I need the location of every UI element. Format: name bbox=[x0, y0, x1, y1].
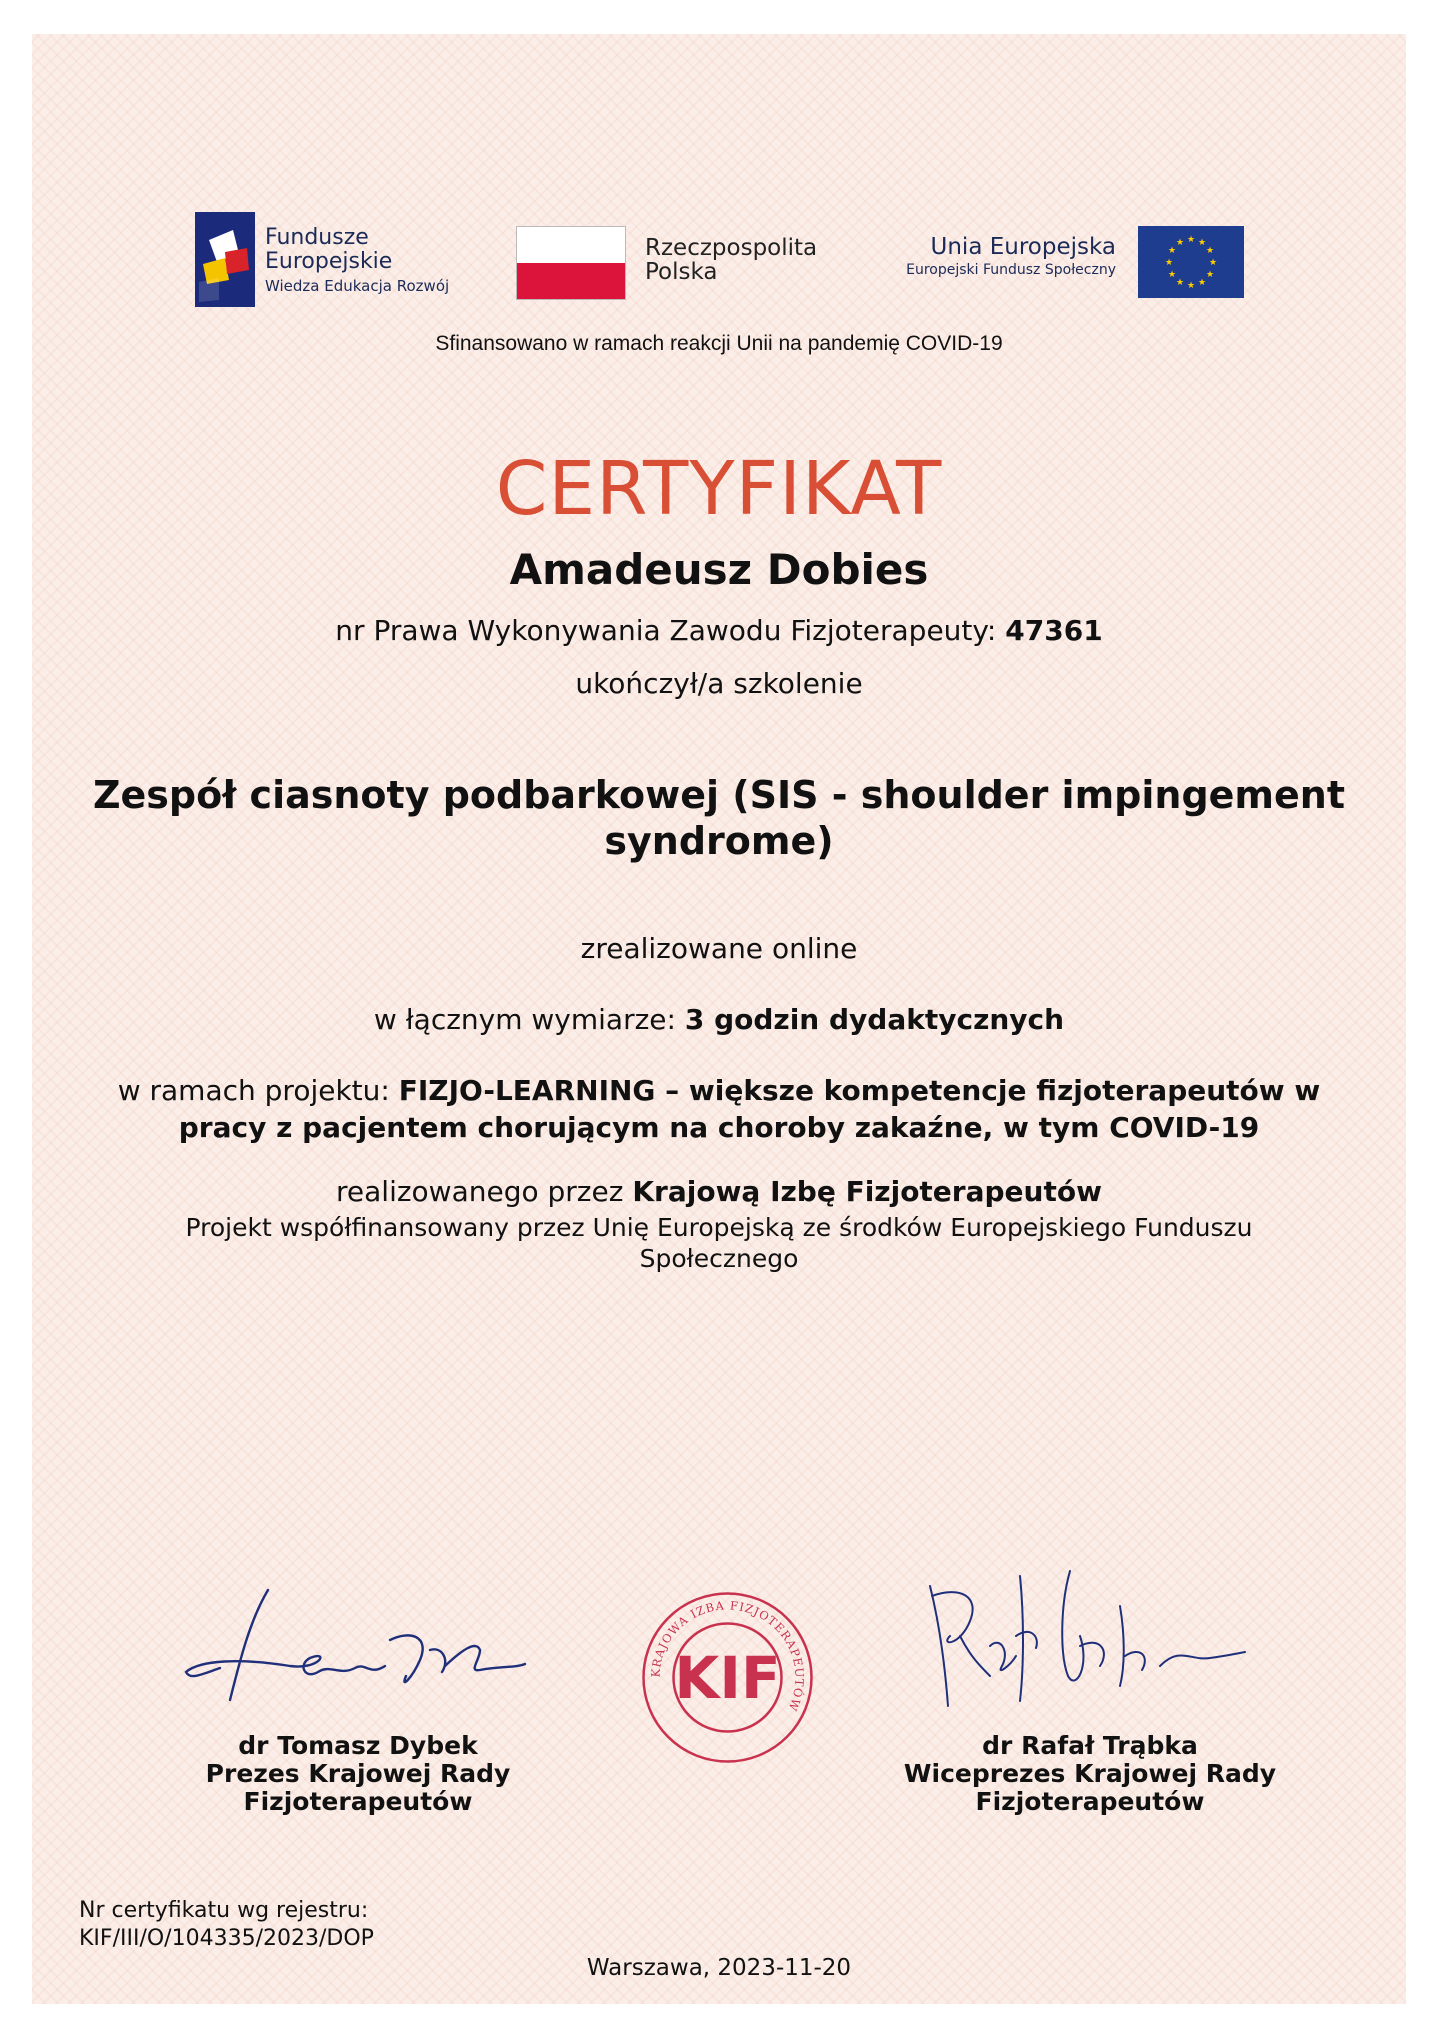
signatory-2-role-line1: Wiceprezes Krajowej Rady bbox=[903, 1759, 1277, 1788]
svg-text:★: ★ bbox=[1205, 270, 1215, 280]
fe-line3: Wiedza Edukacja Rozwój bbox=[265, 277, 450, 296]
svg-text:★: ★ bbox=[1197, 278, 1207, 288]
pl-line2: Polska bbox=[645, 259, 718, 286]
organizer-name: Krajową Izbę Fizjoterapeutów bbox=[632, 1175, 1102, 1208]
svg-text:★: ★ bbox=[1205, 246, 1215, 256]
recipient-name: Amadeusz Dobies bbox=[509, 545, 929, 594]
polish-flag-icon bbox=[516, 226, 626, 300]
license-label: nr Prawa Wykonywania Zawodu Fizjoterapeuty: bbox=[335, 614, 1006, 647]
project-line bbox=[70, 1072, 1368, 1146]
svg-text:★: ★ bbox=[1167, 246, 1177, 256]
project-name: FIZJO-LEARNING – większe kompetencje fizjoterapeutów w pracy z pacjentem chorującym na choroby zakaźne, w tym COVID-19 bbox=[178, 1074, 1321, 1144]
place-date: Warszawa, 2023-11-20 bbox=[586, 1955, 852, 1981]
svg-text:★: ★ bbox=[1208, 258, 1218, 268]
signatory-1-role-line2: Fizjoterapeutów bbox=[243, 1787, 473, 1816]
completed-text: ukończył/a szkolenie bbox=[575, 667, 863, 700]
delivery-mode: zrealizowane online bbox=[580, 932, 858, 965]
signatory-1-name: dr Tomasz Dybek bbox=[238, 1731, 478, 1760]
signatory-2 bbox=[880, 1732, 1300, 1816]
signatory-1 bbox=[148, 1732, 568, 1816]
registry-number: KIF/III/O/104335/2023/DOP bbox=[79, 1926, 374, 1951]
pl-line1: Rzeczpospolita bbox=[645, 235, 818, 261]
course-title: Zespół ciasnoty podbarkowej (SIS - shoulder impingement syndrome) bbox=[92, 773, 1346, 863]
license-line bbox=[0, 614, 1438, 647]
organizer-line bbox=[0, 1175, 1438, 1208]
rzeczpospolita-polska-text bbox=[645, 236, 817, 284]
project-label: w ramach projektu: bbox=[117, 1074, 399, 1107]
hours-value: 3 godzin dydaktycznych bbox=[684, 1003, 1065, 1036]
ue-line1: Unia Europejska bbox=[930, 234, 1116, 260]
svg-text:★: ★ bbox=[1175, 278, 1185, 288]
svg-text:★: ★ bbox=[1186, 235, 1196, 245]
svg-text:★: ★ bbox=[1167, 270, 1177, 280]
signature-rafal-trabka-icon bbox=[920, 1566, 1250, 1716]
seal-ring-text: KRAJOWA IZBA FIZJOTERAPEUTÓW bbox=[648, 1598, 807, 1714]
svg-text:★: ★ bbox=[1175, 238, 1185, 248]
signatory-2-role-line2: Fizjoterapeutów bbox=[975, 1787, 1205, 1816]
svg-text:★: ★ bbox=[1186, 281, 1196, 291]
registry-block bbox=[79, 1897, 374, 1953]
cofinancing-note: Projekt współfinansowany przez Unię Europejską ze środków Europejskiego Funduszu Społecznego bbox=[185, 1213, 1253, 1273]
funding-note: Sfinansowano w ramach reakcji Unii na pandemię COVID-19 bbox=[435, 332, 1003, 355]
hours-label: w łącznym wymiarze: bbox=[373, 1003, 685, 1036]
svg-text:★: ★ bbox=[1164, 258, 1174, 268]
hours-line bbox=[0, 1003, 1438, 1036]
license-number: 47361 bbox=[1005, 614, 1103, 647]
unia-europejska-text bbox=[820, 234, 1116, 278]
fundusze-europejskie-text bbox=[265, 226, 449, 295]
signature-tomasz-dybek-icon bbox=[180, 1580, 530, 1715]
certificate-title: CERTYFIKAT bbox=[495, 446, 943, 532]
organizer-label: realizowanego przez bbox=[336, 1175, 633, 1208]
kif-seal-icon bbox=[640, 1590, 815, 1765]
eu-flag-icon bbox=[1138, 226, 1244, 298]
svg-text:★: ★ bbox=[1197, 238, 1207, 248]
registry-label: Nr certyfikatu wg rejestru: bbox=[79, 1898, 369, 1923]
ue-line2: Europejski Fundusz Społeczny bbox=[906, 261, 1116, 278]
signatory-2-name: dr Rafał Trąbka bbox=[982, 1731, 1198, 1760]
fundusze-europejskie-logo-icon bbox=[195, 212, 255, 307]
signatory-1-role-line1: Prezes Krajowej Rady bbox=[205, 1759, 511, 1788]
seal-monogram: KIF bbox=[674, 1644, 781, 1712]
fe-line1: Fundusze bbox=[265, 225, 369, 250]
fe-line2: Europejskie bbox=[265, 249, 393, 275]
